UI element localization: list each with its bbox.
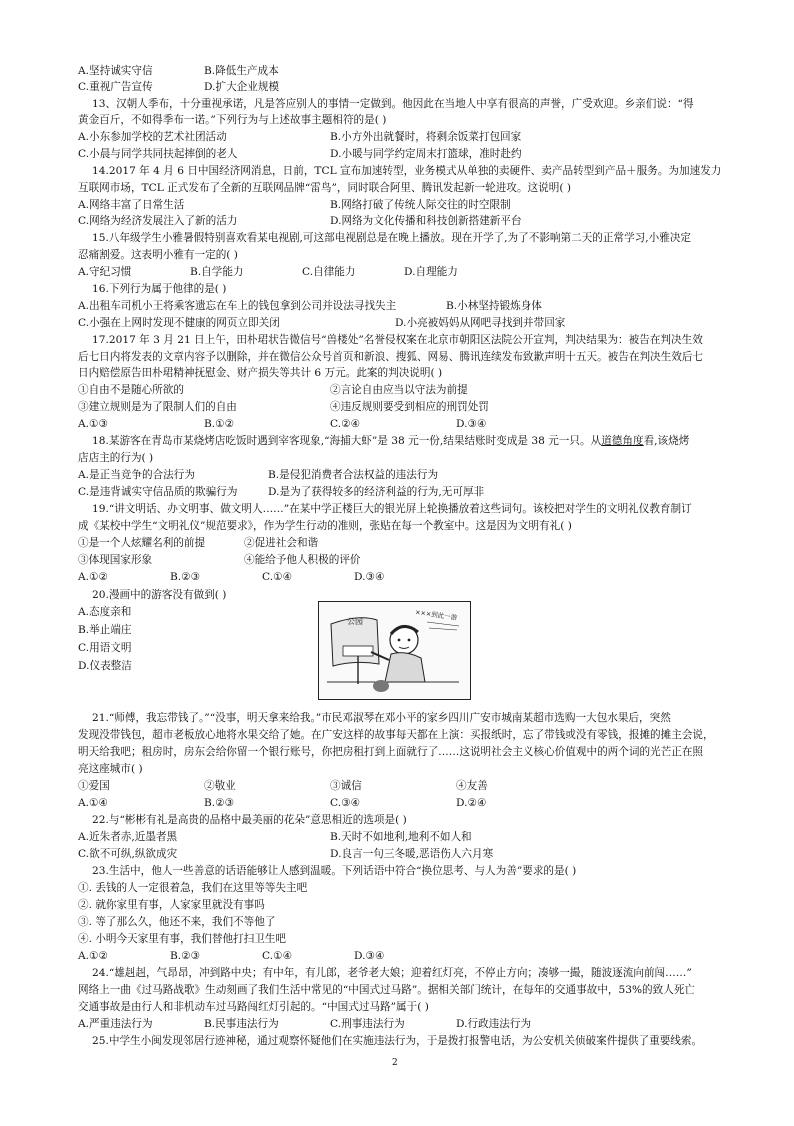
q18-option-d: D.是为了获得较多的经济利益的行为,无可厚非 bbox=[268, 486, 485, 498]
q21-statement-4: ④友善 bbox=[456, 780, 488, 792]
q13-option-b: B.小方外出就餐时，将剩余饭菜打包回家 bbox=[330, 131, 522, 143]
q16-option-a: A.出租车司机小王将乘客遗忘在车上的钱包拿到公司并设法寻找失主 bbox=[78, 300, 397, 312]
q23-statement-1: ①. 丢钱的人一定很着急，我们在这里等等失主吧 bbox=[78, 882, 308, 894]
q22-option-c: C.欲不可纵,纵欲成灾 bbox=[78, 848, 178, 860]
cartoon-illustration bbox=[318, 601, 471, 700]
q22-stem: 22.与“彬彬有礼是高贵的品格中最美丽的花朵”意思相近的选项是( ) bbox=[92, 814, 407, 826]
q17-statement-4: ④违反规则要受到相应的刑罚处罚 bbox=[330, 401, 489, 413]
q22-option-b: B.天时不如地利,地利不如人和 bbox=[330, 831, 472, 843]
q23-option-d: D.③④ bbox=[354, 950, 385, 962]
q19-statement-2: ②促进社会和谐 bbox=[244, 537, 319, 549]
q19-statement-1: ①是一个人炫耀名利的前提 bbox=[78, 537, 206, 549]
q17-option-c: C.②④ bbox=[330, 418, 361, 430]
q17-statement-1: ①自由不是随心所欲的 bbox=[78, 384, 184, 396]
q17-stem-1: 17.2017 年 3 月 21 日上午，田朴珺状告微信号“兽楼处”名誉侵权案在北京市朝阳区法院公开宣判，判决结果为：被告在判决生效 bbox=[92, 334, 703, 346]
q18-stem-1-text: 18.某游客在青岛市某烧烤店吃饭时遇到宰客现象,“海捕大虾”是 38 元一份,结果结账时变成是 38 元一只。从 bbox=[92, 435, 602, 447]
q22-option-a: A.近朱者赤,近墨者黑 bbox=[78, 831, 178, 843]
q12-option-b: B.降低生产成本 bbox=[204, 65, 279, 77]
q22-option-d: D.良言一句三冬暖,恶语伤人六月寒 bbox=[330, 848, 494, 860]
q15-option-b: B.自学能力 bbox=[190, 266, 244, 278]
q21-statement-1: ①爱国 bbox=[78, 780, 110, 792]
q16-option-c: C.小强在上网时发现不健康的网页立即关闭 bbox=[78, 317, 280, 329]
q13-stem-1: 13、汉朝人季布，十分重视承诺，凡是答应别人的事情一定做到。他因此在当地人中享有很高的声誉，广受欢迎。乡亲们说：“得 bbox=[92, 98, 694, 110]
q23-option-a: A.①② bbox=[78, 950, 109, 962]
q21-statement-2: ②敬业 bbox=[204, 780, 236, 792]
q21-stem-4: 亮这座城市( ) bbox=[78, 763, 143, 775]
q21-stem-1: 21.“师傅，我忘带钱了。”“没事，明天拿来给我。”市民邓淑琴在邓小平的家乡四川广安市城南某超市选购一大包水果后，突然 bbox=[92, 712, 671, 724]
q17-statement-3: ③建立规则是为了限制人们的自由 bbox=[78, 401, 237, 413]
cartoon-sign-text: 公园 bbox=[347, 617, 363, 626]
q20-stem: 20.漫画中的游客没有做到( ) bbox=[92, 589, 227, 601]
q19-stem-1: 19.“讲文明话、办文明事、做文明人……”在某中学正楼巨大的银光屏上轮换播放着这些词句。该校把对学生的文明礼仪教育制订 bbox=[92, 503, 692, 515]
q17-option-b: B.①② bbox=[204, 418, 235, 430]
q23-stem: 23.生活中，他人一些善意的话语能够让人感到温暖。下列话语中符合“换位思考、与人为善”要求的是( ) bbox=[92, 865, 577, 877]
q21-option-c: C.③④ bbox=[330, 797, 361, 809]
q19-option-c: C.①④ bbox=[262, 571, 293, 583]
q13-option-c: C.小晨与同学共同扶起摔倒的老人 bbox=[78, 148, 238, 160]
q19-statement-4: ④能给予他人积极的评价 bbox=[244, 554, 361, 566]
q13-stem-2: 黄金百斤，不如得季布一诺。”下列行为与上述故事主题相符的是( ) bbox=[78, 114, 387, 126]
q19-stem-2: 成《某校中学生“文明礼仪”规范要求》，作为学生行动的准则，张贴在每一个教室中。这是因为文明有礼( ) bbox=[78, 520, 572, 532]
q23-statement-3: ③. 等了那么久，他还不来，我们不等他了 bbox=[78, 916, 276, 928]
q24-option-a: A.严重违法行为 bbox=[78, 1018, 153, 1030]
q14-option-a: A.网络丰富了日常生活 bbox=[78, 199, 185, 211]
q19-statement-3: ③体现国家形象 bbox=[78, 554, 153, 566]
q24-option-c: C.刑事违法行为 bbox=[330, 1018, 405, 1030]
q13-option-a: A.小东参加学校的艺术社团活动 bbox=[78, 131, 227, 143]
q18-option-a: A.是正当竞争的合法行为 bbox=[78, 469, 195, 481]
q14-stem-1: 14.2017 年 4 月 6 日中国经济网消息，日前，TCL 宣布加速转型，业务模式从单独的卖硬件、卖产品转型到产品＋服务。为加速发力 bbox=[92, 165, 722, 177]
q14-stem-2: 互联网市场，TCL 正式发布了全新的互联网品牌“雷鸟”，同时联合阿里、腾讯发起新一轮进攻。这说明( ) bbox=[78, 182, 571, 194]
q18-stem-2: 店店主的行为( ) bbox=[78, 452, 154, 464]
q17-option-a: A.①③ bbox=[78, 418, 109, 430]
q15-option-d: D.自理能力 bbox=[404, 266, 458, 278]
q24-stem-2: 网络上一曲《过马路战歌》生动刻画了我们生活中常见的“中国式过马路”。据相关部门统计，在每年的交通事故中，53%的致人死亡 bbox=[78, 984, 696, 996]
q17-statement-2: ②言论自由应当以守法为前提 bbox=[330, 384, 468, 396]
q15-stem-1: 15.八年级学生小雅暑假特别喜欢看某电视剧,可这部电视剧总是在晚上播放。现在开学了,为了不影响第二天的正常学习,小雅决定 bbox=[92, 232, 692, 244]
q17-stem-2: 后七日内将发表的文章内容予以删除，并在微信公众号首页和新浪、搜狐、网易、腾讯连续发布致歉声明十五天。被告在判决生效后七 bbox=[78, 351, 704, 363]
q21-option-d: D.②④ bbox=[456, 797, 487, 809]
q23-option-c: C.①④ bbox=[262, 950, 293, 962]
q23-statement-4: ④. 小明今天家里有事，我们替他打扫卫生吧 bbox=[78, 933, 287, 945]
q15-option-c: C.自律能力 bbox=[302, 266, 356, 278]
q18-stem-1 bbox=[92, 434, 689, 448]
q20-option-c: C.用语文明 bbox=[78, 642, 132, 654]
q21-option-b: B.②③ bbox=[204, 797, 235, 809]
q23-option-b: B.②③ bbox=[170, 950, 201, 962]
q25-stem-1: 25.中学生小闽发现邻居行迹神秘，通过观察怀疑他们在实施违法行为，于是拨打报警电话，为公安机关侦破案件提供了重要线索。 bbox=[92, 1035, 703, 1047]
cartoon-graffiti-text: ×××到此一游 bbox=[414, 608, 458, 622]
q21-option-a: A.①④ bbox=[78, 797, 109, 809]
q12-option-a: A.坚持诚实守信 bbox=[78, 65, 153, 77]
q19-option-b: B.②③ bbox=[170, 571, 201, 583]
q13-option-d: D.小暖与同学约定周末打篮球，准时赴约 bbox=[330, 148, 522, 160]
q18-underlined-term: 道德角度 bbox=[601, 435, 644, 447]
q20-option-b: B.举止端庄 bbox=[78, 624, 132, 636]
q17-option-d: D.③④ bbox=[456, 418, 487, 430]
q24-option-b: B.民事违法行为 bbox=[204, 1018, 279, 1030]
q16-stem: 16.下列行为属于他律的是( ) bbox=[92, 283, 227, 295]
q18-stem-1-tail: 看,该烧烤 bbox=[643, 435, 690, 447]
q14-option-c: C.网络为经济发展注入了新的活力 bbox=[78, 215, 238, 227]
q12-option-c: C.重视广告宣传 bbox=[78, 81, 153, 93]
q24-stem-3: 交通事故是由行人和非机动车过马路闯红灯引起的。“中国式过马路”属于( ) bbox=[78, 1001, 429, 1013]
q19-option-d: D.③④ bbox=[354, 571, 385, 583]
q14-option-d: D.网络为文化传播和科技创新搭建新平台 bbox=[330, 215, 522, 227]
q15-stem-2: 忍痛割爱。这表明小雅有一定的( ) bbox=[78, 249, 238, 261]
q21-stem-2: 发现没带钱包，超市老板放心地将水果交给了她。在广安这样的故事每天都在上演：买报纸时，忘了带钱或没有零钱，报摊的摊主会说， bbox=[78, 729, 714, 741]
q18-option-b: B.是侵犯消费者合法权益的违法行为 bbox=[268, 469, 439, 481]
q12-option-d: D.扩大企业规模 bbox=[204, 81, 280, 93]
q24-option-d: D.行政违法行为 bbox=[456, 1018, 532, 1030]
q16-option-d: D.小亮被妈妈从网吧寻找到并带回家 bbox=[395, 317, 566, 329]
q18-option-c: C.是违背诚实守信品质的欺骗行为 bbox=[78, 486, 238, 498]
q14-option-b: B.网络打破了传统人际交往的时空限制 bbox=[330, 199, 511, 211]
q21-stem-3: 明天给我吧；租房时，房东会给你留一个银行账号，你把房租打到上面就行了……这说明社会主义核心价值观中的两个词的光芒正在照 bbox=[78, 746, 704, 758]
q17-stem-3: 日内赔偿原告田朴珺精神抚慰金、财产损失等共计 6 万元。此案的判决说明( ) bbox=[78, 367, 443, 379]
page-number: 2 bbox=[392, 1058, 398, 1068]
q24-stem-1: 24.“雄赳赳，气昂昂，冲到路中央；有中年，有儿郎，老爷老大娘；迎着红灯亮，不停止方向；凑够一撮，随波逐流向前闯……” bbox=[92, 967, 692, 979]
q19-option-a: A.①② bbox=[78, 571, 109, 583]
q15-option-a: A.守纪习惯 bbox=[78, 266, 132, 278]
q16-option-b: B.小林坚持锻炼身体 bbox=[446, 300, 542, 312]
q23-statement-2: ②. 就你家里有事，人家家里就没有事吗 bbox=[78, 899, 265, 911]
q20-option-d: D.仪表整洁 bbox=[78, 660, 132, 672]
q20-option-a: A.态度亲和 bbox=[78, 606, 132, 618]
q21-statement-3: ③诚信 bbox=[330, 780, 362, 792]
